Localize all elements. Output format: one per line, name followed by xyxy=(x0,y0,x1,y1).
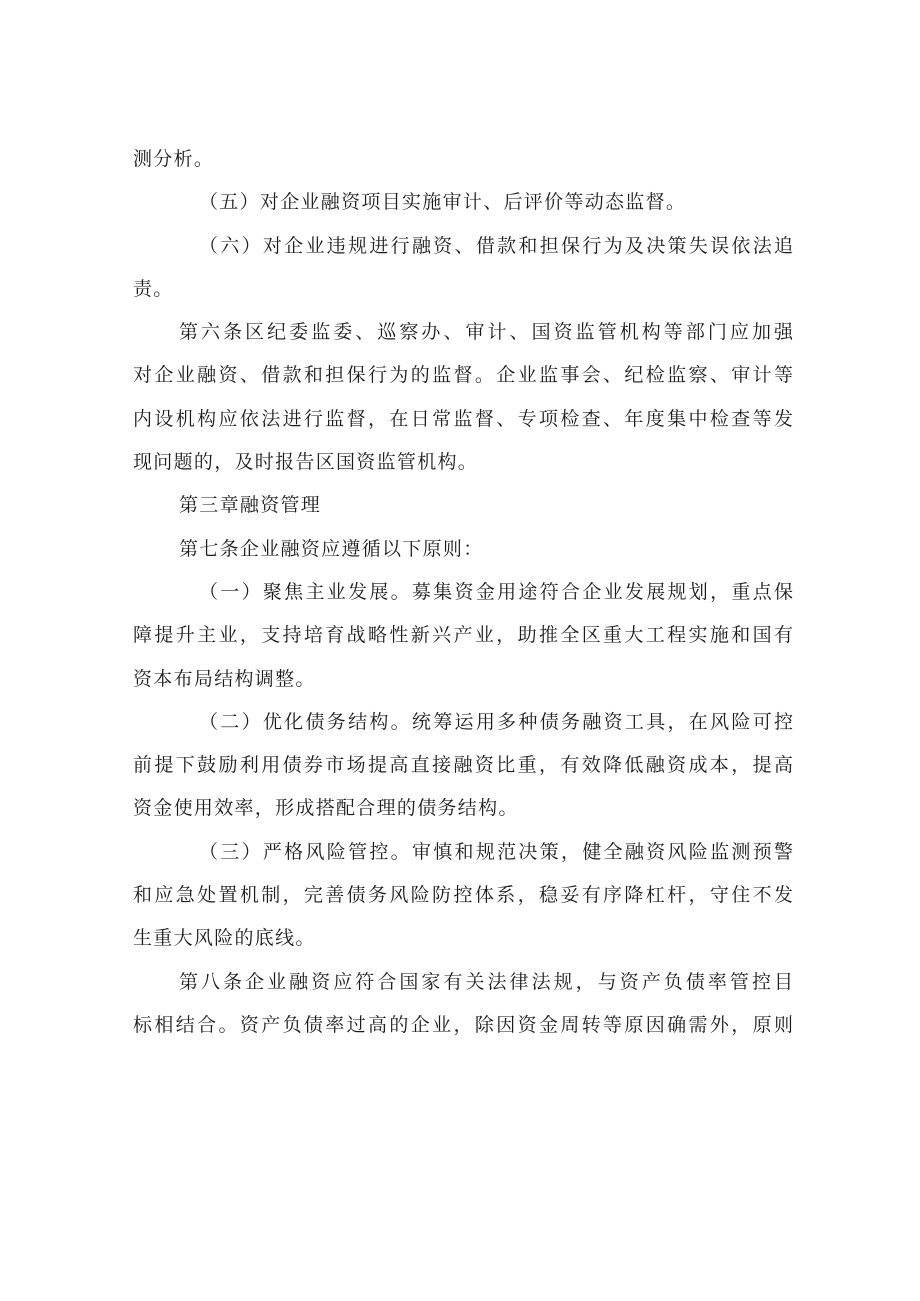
document-line: （一）聚焦主业发展。募集资金用途符合企业发展规划，重点保 xyxy=(199,580,793,603)
document-line: 资本布局结构调整。 xyxy=(133,667,316,690)
document-line: 第三章融资管理 xyxy=(179,494,322,517)
document-line: 现问题的，及时报告区国资监管机构。 xyxy=(133,451,479,474)
document-line: （五）对企业融资项目实施审计、后评价等动态监督。 xyxy=(199,191,687,214)
document-body xyxy=(133,138,793,1047)
document-line: 障提升主业，支持培育战略性新兴产业，助推全区重大工程实施和国有 xyxy=(133,624,793,647)
document-line: （二）优化债务结构。统筹运用多种债务融资工具，在风险可控 xyxy=(199,710,793,733)
document-line: 第七条企业融资应遵循以下原则： xyxy=(179,537,484,560)
document-line: 第六条区纪委监委、巡察办、审计、国资监管机构等部门应加强 xyxy=(179,321,793,344)
document-line: 对企业融资、借款和担保行为的监督。企业监事会、纪检监察、审计等 xyxy=(133,364,793,387)
document-line: 责。 xyxy=(133,277,174,300)
document-line: 第八条企业融资应符合国家有关法律法规，与资产负债率管控目 xyxy=(179,970,793,993)
document-line: 和应急处置机制，完善债务风险防控体系，稳妥有序降杠杆，守住不发 xyxy=(133,884,793,907)
document-line: 生重大风险的底线。 xyxy=(133,927,316,950)
document-line: （六）对企业违规进行融资、借款和担保行为及决策失误依法追 xyxy=(199,234,793,257)
document-line: 资金使用效率，形成搭配合理的债务结构。 xyxy=(133,797,519,820)
document-line: 标相结合。资产负债率过高的企业，除因资金周转等原因确需外，原则 xyxy=(133,1013,793,1036)
document-line: 测分析。 xyxy=(133,148,215,170)
document-line: 前提下鼓励利用债券市场提高直接融资比重，有效降低融资成本，提高 xyxy=(133,754,793,777)
document-line: （三）严格风险管控。审慎和规范决策，健全融资风险监测预警 xyxy=(199,840,793,863)
document-line: 内设机构应依法进行监督，在日常监督、专项检查、年度集中检查等发 xyxy=(133,407,793,430)
